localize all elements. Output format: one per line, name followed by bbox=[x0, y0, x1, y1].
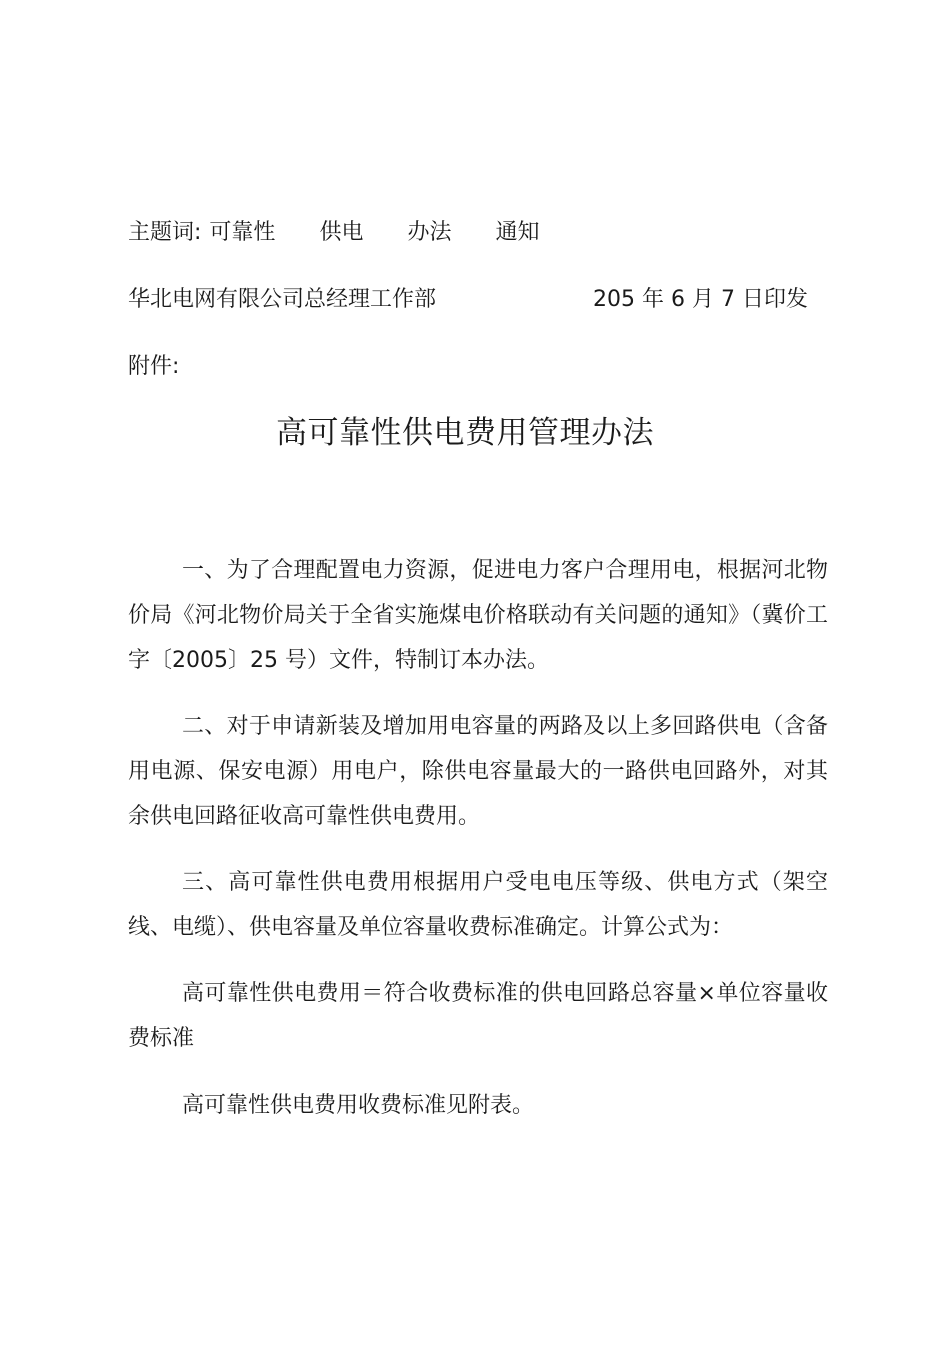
paragraph-formula: 高可靠性供电费用＝符合收费标准的供电回路总容量×单位容量收费标准 bbox=[128, 981, 828, 1051]
paragraph-purpose: 一、为了合理配置电力资源，促进电力客户合理用电，根据河北物价局《河北物价局关于全省实施煤电价格联动有关问题的通知》（冀价工字〔2005〕25 号）文件，特制订本办法。 bbox=[128, 558, 828, 673]
keyword-power-supply: 供电 bbox=[319, 220, 364, 245]
paragraph-scope: 二、对于申请新装及增加用电容量的两路及以上多回路供电（含备用电源、保安电源）用电户，除供电容量最大的一路供电回路外，对其余供电回路征收高可靠性供电费用。 bbox=[128, 714, 828, 829]
document-title: 高可靠性供电费用管理办法 bbox=[276, 415, 654, 451]
paragraph-calculation: 三、高可靠性供电费用根据用户受电电压等级、供电方式（架空线、电缆）、供电容量及单位容量收费标准确定。计算公式为： bbox=[128, 870, 828, 940]
paragraph-schedule-reference: 高可靠性供电费用收费标准见附表。 bbox=[182, 1093, 535, 1118]
issue-date: 205 年 6 月 7 日印发 bbox=[593, 287, 808, 312]
keyword-measures: 办法 bbox=[407, 220, 452, 245]
subject-keywords-line bbox=[128, 218, 539, 248]
keyword-notice: 通知 bbox=[495, 220, 540, 245]
keyword-reliability: 可靠性 bbox=[209, 220, 276, 245]
attachment-label: 附件: bbox=[128, 354, 180, 379]
subject-label: 主题词: bbox=[128, 220, 202, 245]
issuer-organization: 华北电网有限公司总经理工作部 bbox=[128, 287, 437, 312]
